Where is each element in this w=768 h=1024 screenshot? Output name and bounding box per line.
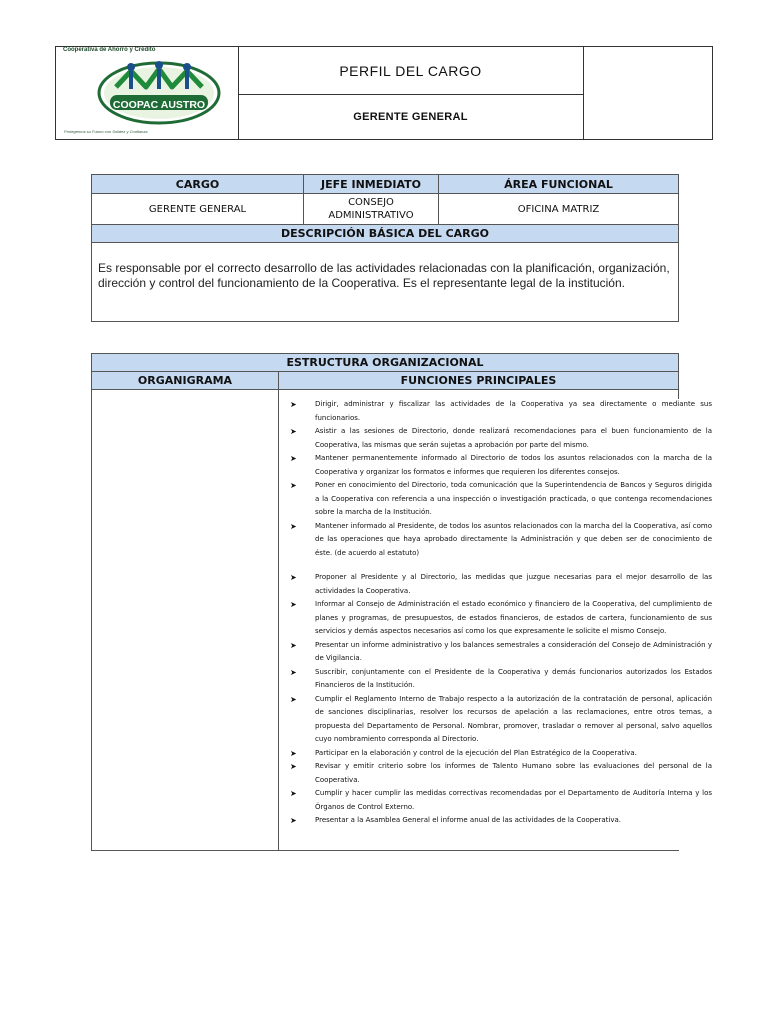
logo-tagline: Protegemos su Futuro con Solidez y Confianza <box>64 129 148 134</box>
list-item: ➤ Proponer al Presidente y al Directorio, las medidas que juzgue necesarias para el mejor desarrollo de las actividades la Cooperativa. <box>290 573 712 595</box>
logo-name-text <box>96 95 222 115</box>
logo-cell <box>56 47 239 139</box>
cargo-value: GERENTE GENERAL <box>91 193 304 225</box>
jefe-inmediato-value: CONSEJO ADMINISTRATIVO <box>303 193 439 225</box>
arrow-bullet-icon: ➤ <box>290 789 297 798</box>
arrow-bullet-icon: ➤ <box>290 427 297 436</box>
arrow-bullet-icon: ➤ <box>290 454 297 463</box>
arrow-bullet-icon: ➤ <box>290 400 297 409</box>
arrow-bullet-icon: ➤ <box>290 694 297 704</box>
structure-header: ESTRUCTURA ORGANIZACIONAL <box>91 353 679 372</box>
arrow-bullet-icon: ➤ <box>290 816 297 825</box>
list-item: ➤ Participar en la elaboración y control de la ejecución del Plan Estratégico de la Cooperativa. <box>290 747 712 761</box>
logo-top-text: Cooperativa de Ahorro y Crédito <box>63 47 156 53</box>
list-item: ➤ Mantener informado al Presidente, de todos los asuntos relacionados con la marcha del la Cooperativa, así como de las operaciones que haya aprobado directamente la Administración y que deben ser de conocimiento de éste. (de acuerdo al estatuto) <box>290 521 712 557</box>
arrow-bullet-icon: ➤ <box>290 640 297 650</box>
document-header <box>55 46 713 140</box>
description-text: Es responsable por el correcto desarrollo de las actividades relacionadas con la planificación, organización, dirección y control del funcionamiento de la Cooperativa. Es el representante legal de la institución. <box>91 242 679 322</box>
organigrama-header: ORGANIGRAMA <box>91 371 279 390</box>
list-item: ➤ Dirigir, administrar y fiscalizar las actividades de la Cooperativa ya sea directamente o mediante sus funcionarios. <box>290 400 712 422</box>
list-item: ➤ Presentar un informe administrativo y los balances semestrales a consideración del Consejo de Administración y de Vigilancia. <box>290 640 712 662</box>
arrow-bullet-icon: ➤ <box>290 748 297 758</box>
list-item: ➤ Mantener permanentemente informado al Directorio de todos los asuntos relacionados con la marcha de la Cooperativa y organizar los formatos e informes que requieren los diferentes consejos. <box>290 454 712 476</box>
list-item: ➤ Asistir a las sesiones de Directorio, donde realizará recomendaciones para el buen funcionamiento de la Cooperativa, las mismas que serán sujetas a aprobación por parte del mismo. <box>290 427 712 449</box>
functions-list <box>290 398 712 846</box>
cargo-header: CARGO <box>91 174 304 194</box>
arrow-bullet-icon: ➤ <box>290 762 297 771</box>
page-subtitle: GERENTE GENERAL <box>238 94 584 139</box>
svg-text:COOPAC AUSTRO: COOPAC AUSTRO <box>112 99 206 111</box>
list-item: ➤ Presentar a la Asamblea General el informe anual de las actividades de la Cooperativa. <box>290 814 712 828</box>
arrow-bullet-icon: ➤ <box>290 600 297 609</box>
funciones-header: FUNCIONES PRINCIPALES <box>278 371 679 390</box>
list-item: ➤ Poner en conocimiento del Directorio, toda comunicación que la Superintendencia de Bancos y Seguros dirigida a la Cooperativa con referencia a una inspección o investigación practicada, o que contenga recomendaciones sobre la marcha de la Institución. <box>290 481 712 516</box>
arrow-bullet-icon: ➤ <box>290 481 297 490</box>
description-header: DESCRIPCIÓN BÁSICA DEL CARGO <box>91 224 679 243</box>
list-item: ➤ Suscribir, conjuntamente con el Presidente de la Cooperativa y demás funcionarios autorizados los Estados Financieros de la Institución. <box>290 667 712 689</box>
list-item: ➤ Informar al Consejo de Administración el estado económico y financiero de la Cooperativa, del cumplimiento de planes y programas, de presupuestos, de estados financieros, de estados de cartera, funcionamiento de sus servicios y demás aspectos necesarios así como los que expresamente le solicite el mismo Consejo. <box>290 600 712 635</box>
area-funcional-value: OFICINA MATRIZ <box>438 193 679 225</box>
list-item: ➤ Cumplir el Reglamento Interno de Trabajo respecto a la autorización de la contratación de personal, aplicación de sanciones disciplinarias, resolver los recursos de apelación a las reclamaciones, entre otros temas, a propuesta del Departamento de Personal. Nombrar, promover, trasladar o remover al personal, salvo aquellos cuyo nombramiento corresponda al Directorio. <box>290 694 712 743</box>
area-funcional-header: ÁREA FUNCIONAL <box>438 174 679 194</box>
organigrama-cell <box>91 389 279 851</box>
arrow-bullet-icon: ➤ <box>290 667 297 677</box>
list-item: ➤ Revisar y emitir criterio sobre los informes de Talento Humano sobre las evaluaciones del personal de la Cooperativa. <box>290 762 712 784</box>
list-item: ➤ Cumplir y hacer cumplir las medidas correctivas recomendadas por el Departamento de Auditoría Interna y los Órganos de Control Externo. <box>290 789 712 811</box>
arrow-bullet-icon: ➤ <box>290 521 297 531</box>
coopac-logo <box>96 57 222 127</box>
jefe-inmediato-header: JEFE INMEDIATO <box>303 174 439 194</box>
page-title: PERFIL DEL CARGO <box>238 47 584 95</box>
arrow-bullet-icon: ➤ <box>290 573 297 582</box>
